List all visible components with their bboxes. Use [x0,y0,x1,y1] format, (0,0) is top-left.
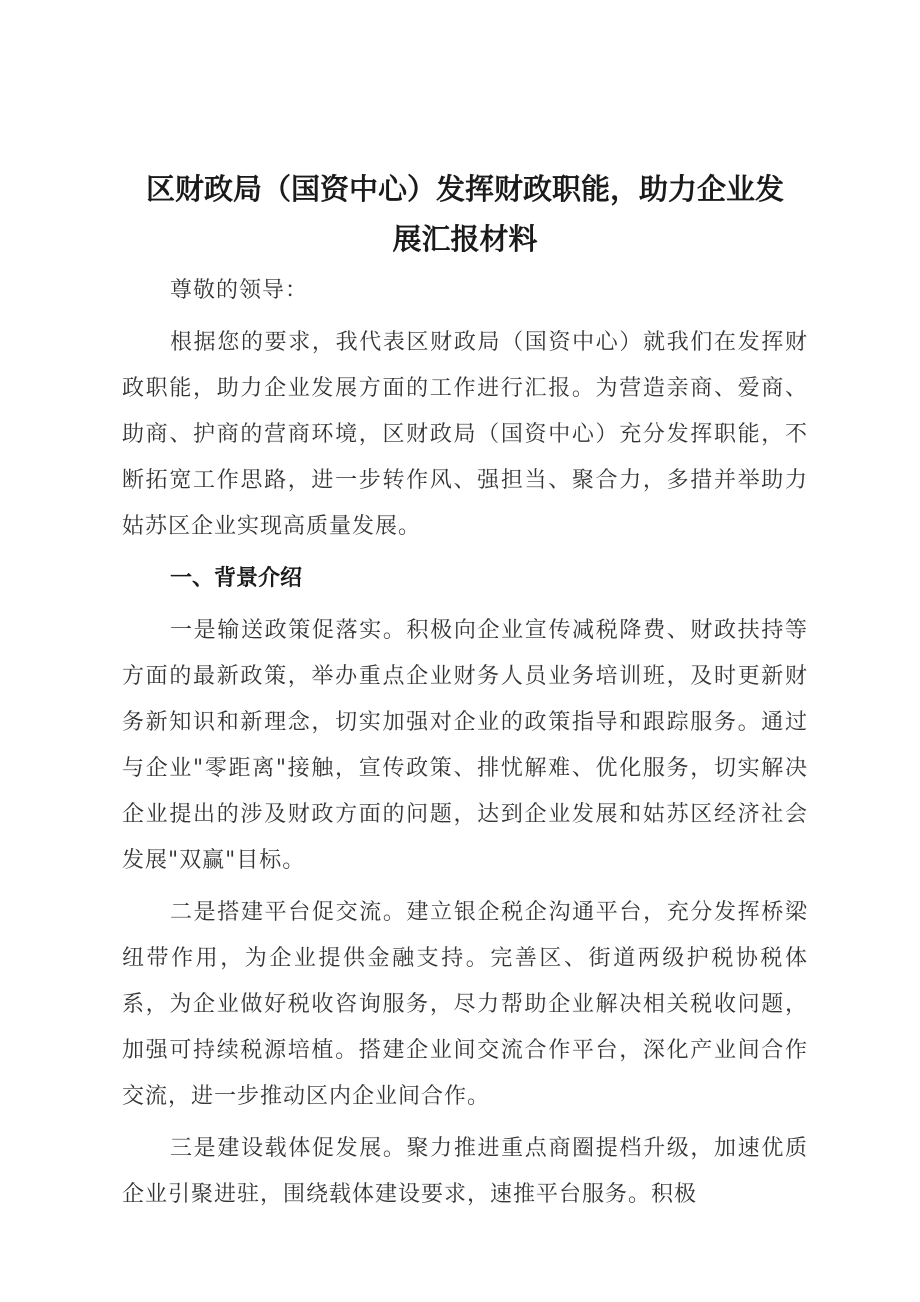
document-title [122,164,808,264]
point-2-paragraph: 二是搭建平台促交流。建立银企税企沟通平台，充分发挥桥梁纽带作用，为企业提供金融支持。完善区、街道两级护税协税体系，为企业做好税收咨询服务，尽力帮助企业解决相关税收问题，加强可持续税源培植。搭建企业间交流合作平台，深化产业间合作交流，进一步推动区内企业间合作。 [122,900,808,1109]
section-heading-background: 一、背景介绍 [170,566,303,591]
point-3-paragraph: 三是建设载体促发展。聚力推进重点商圈提档升级，加速优质企业引聚进驻，围绕载体建设要求，速推平台服务。积极 [122,1136,808,1207]
title-line-2: 展汇报材料 [392,222,538,256]
point-1-paragraph: 一是输送政策促落实。积极向企业宣传减税降费、财政扶持等方面的最新政策，举办重点企业财务人员业务培训班，及时更新财务新知识和新理念，切实加强对企业的政策指导和跟踪服务。通过与企业"零距离"接触，宣传政策、排忧解难、优化服务，切实解决企业提出的涉及财政方面的问题，达到企业发展和姑苏区经济社会发展"双赢"目标。 [122,618,808,873]
salutation: 尊敬的领导： [170,278,309,303]
title-line-1: 区财政局（国资中心）发挥财政职能，助力企业发 [145,172,784,206]
intro-paragraph: 根据您的要求，我代表区财政局（国资中心）就我们在发挥财政职能，助力企业发展方面的工作进行汇报。为营造亲商、爱商、助商、护商的营商环境，区财政局（国资中心）充分发挥职能，不断拓宽工作思路，进一步转作风、强担当、聚合力，多措并举助力姑苏区企业实现高质量发展。 [122,330,808,539]
document-page [122,0,808,1302]
